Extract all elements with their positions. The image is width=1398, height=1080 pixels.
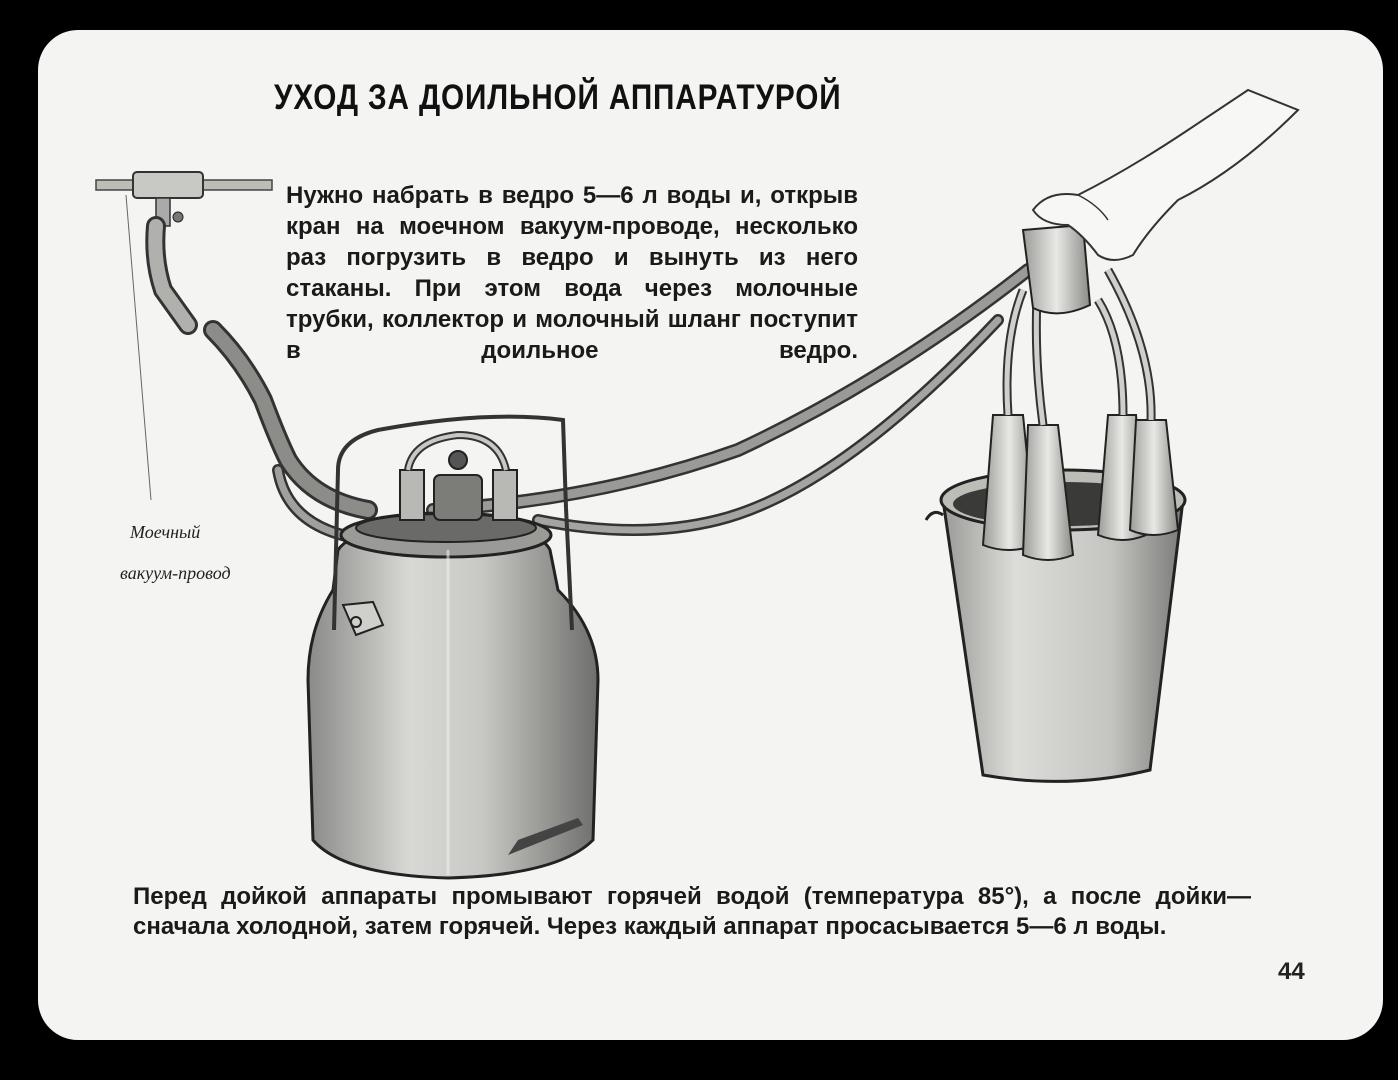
bottom-text: Перед дойкой аппараты промывают горячей водой (температура 85°), а после дойки—сначала холодной, затем горячей. Через каждый аппарат просасывается 5—6 л воды.	[133, 883, 1251, 940]
vacuum-pipe	[96, 172, 272, 500]
pipe-caption-line2: вакуум-провод	[120, 563, 231, 583]
page-number: 44	[1278, 958, 1305, 985]
instruction-text: Нужно набрать в ведро 5—6 л воды и, открыв кран на моечном вакуум-проводе, несколько раз погрузить в ведро и вынуть из него стаканы. При этом вода через молочные трубки, коллектор и молочный шланг поступит в доильное ведро.	[286, 182, 858, 364]
milking-can	[308, 417, 598, 878]
pipe-caption-line1: Моечный	[130, 522, 201, 542]
slide	[38, 30, 1383, 1040]
page-title: УХОД ЗА ДОИЛЬНОЙ АППАРАТУРОЙ	[274, 78, 842, 117]
collector	[1023, 225, 1090, 313]
